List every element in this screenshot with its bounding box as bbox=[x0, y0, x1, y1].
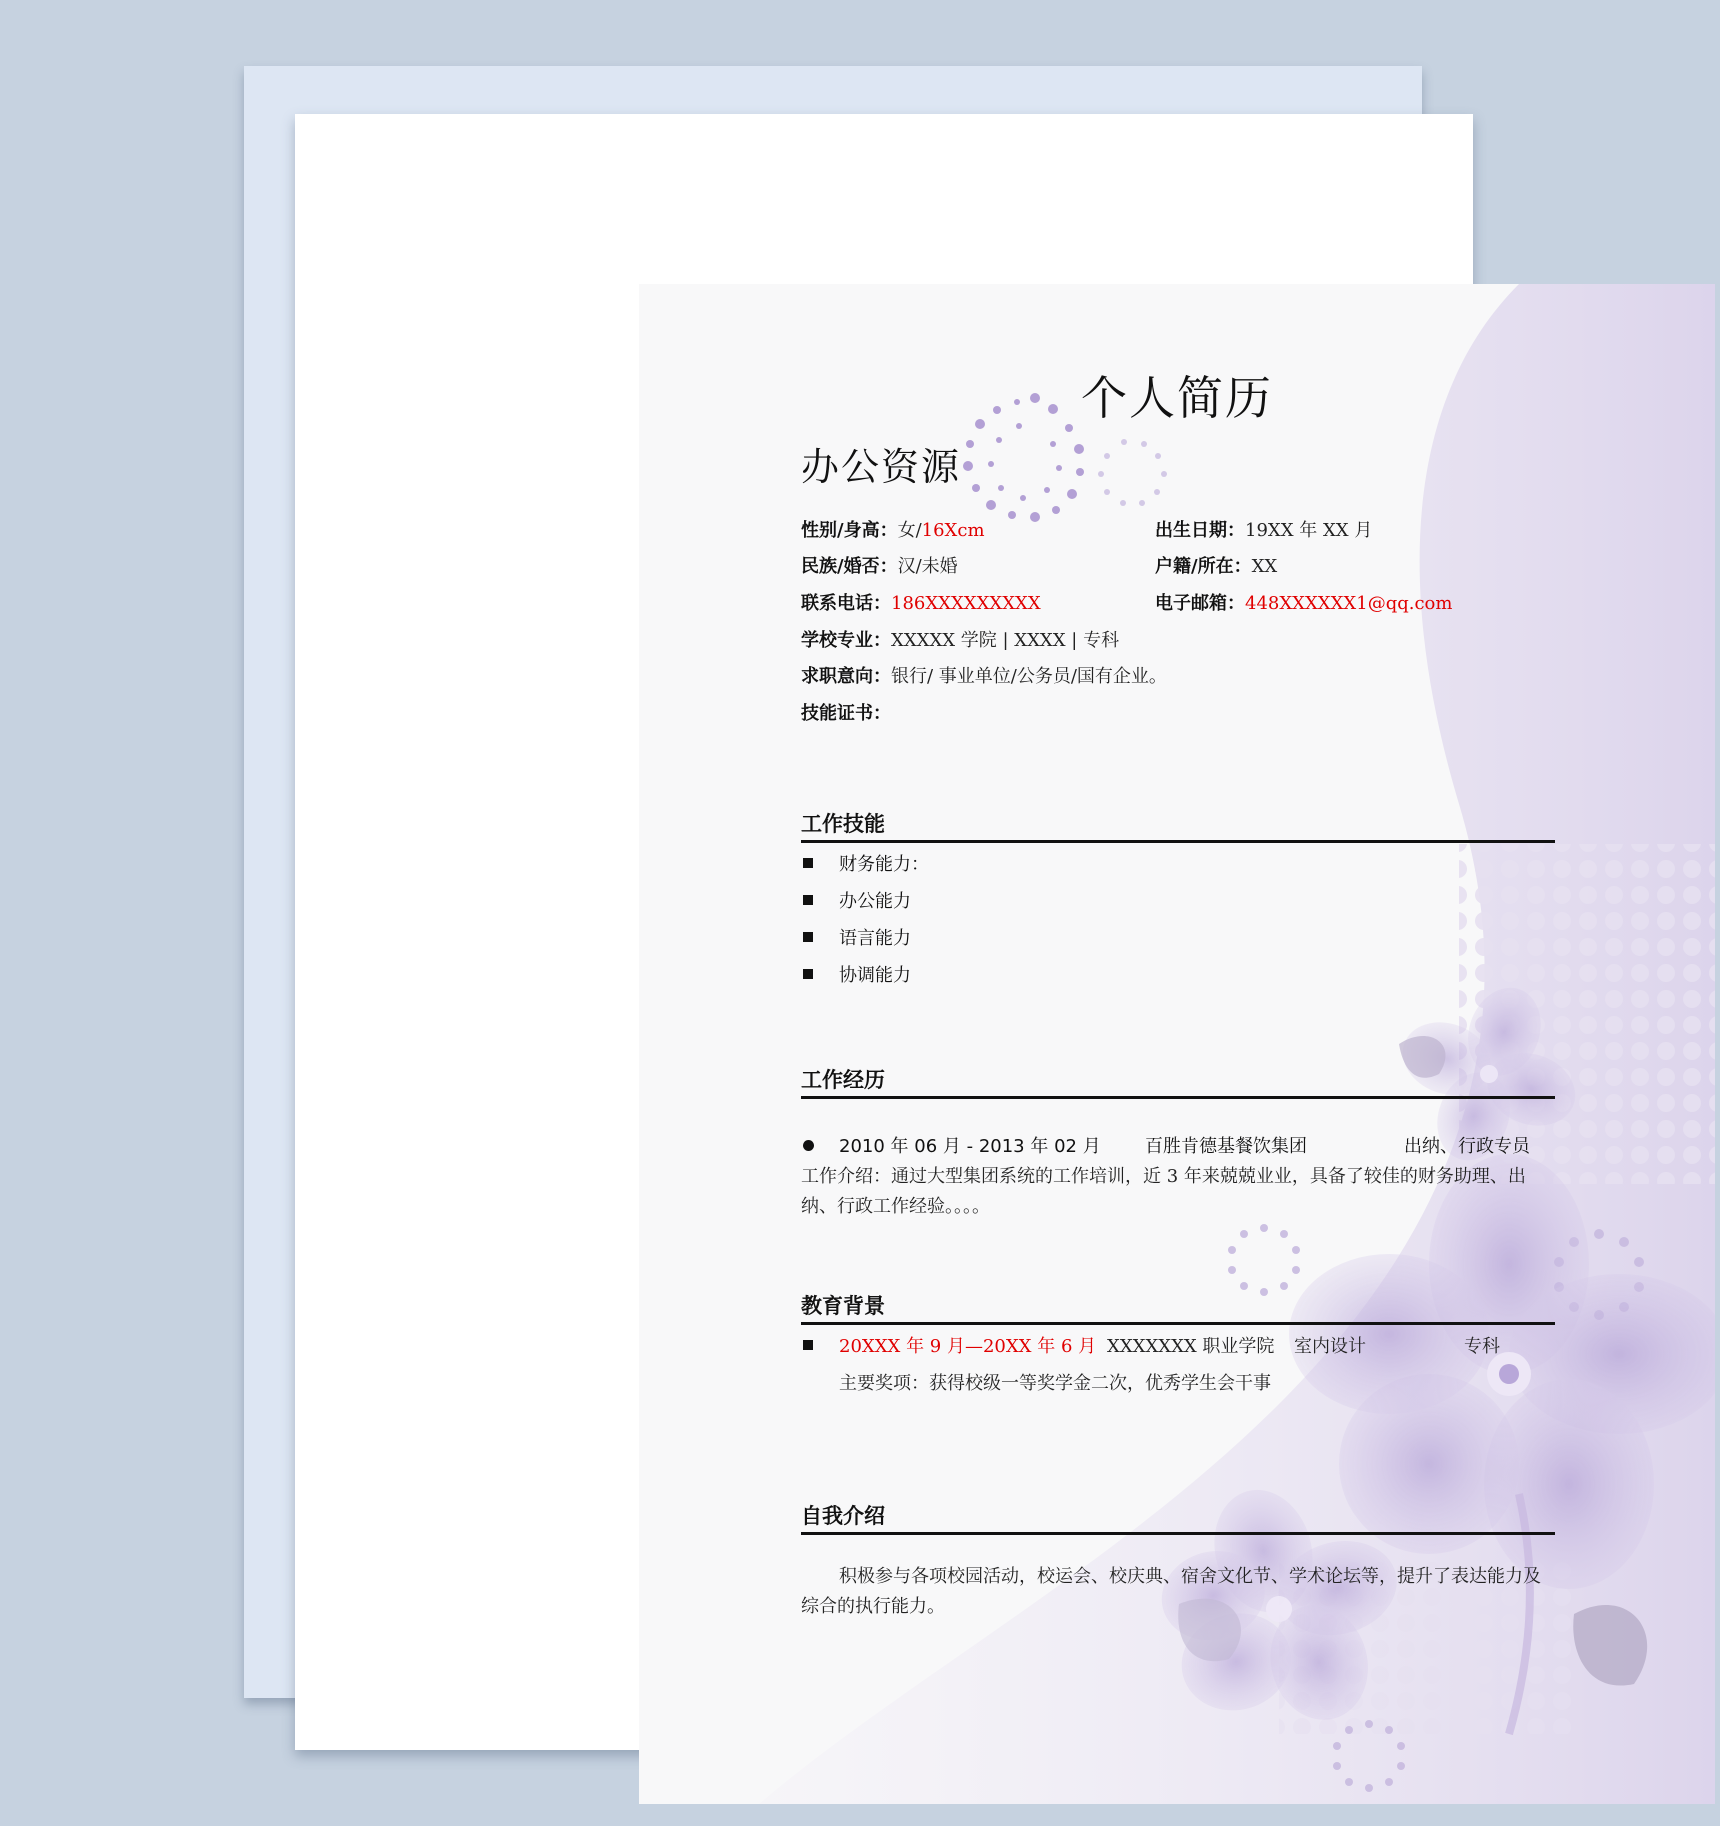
hukou-label: 户籍/所在： bbox=[1155, 556, 1252, 577]
ethnic-label: 民族/婚否： bbox=[801, 556, 898, 577]
phone-label: 联系电话： bbox=[801, 593, 891, 614]
birth-row bbox=[1155, 516, 1372, 542]
education-divider bbox=[801, 1322, 1555, 1325]
resume-content bbox=[639, 284, 1715, 1804]
education-major: 室内设计 bbox=[1294, 1336, 1366, 1357]
ethnic-marital-row bbox=[801, 552, 958, 578]
resume-page bbox=[295, 114, 1541, 1750]
email-value: 448XXXXXX1@qq.com bbox=[1245, 593, 1453, 614]
education-heading: 教育背景 bbox=[801, 1294, 885, 1318]
education-period: 20XXX 年 9 月—20XX 年 6 月 bbox=[839, 1336, 1097, 1357]
intent-label: 求职意向： bbox=[801, 666, 891, 687]
intent-value: 银行/ 事业单位/公务员/国有企业。 bbox=[891, 666, 1167, 687]
cert-label: 技能证书： bbox=[801, 703, 891, 724]
education-awards: 主要奖项：获得校级一等奖学金二次，优秀学生会干事 bbox=[839, 1373, 1271, 1394]
gender-height-row bbox=[801, 516, 985, 542]
skills-divider bbox=[801, 840, 1555, 843]
education-degree: 专科 bbox=[1464, 1336, 1500, 1357]
self-intro-divider bbox=[801, 1532, 1555, 1535]
skill-item: 协调能力 bbox=[839, 965, 911, 986]
education-school: XXXXXXX 职业学院 bbox=[1107, 1336, 1275, 1357]
education-bullet-icon bbox=[803, 1340, 813, 1350]
experience-period: 2010 年 06 月 - 2013 年 02 月 bbox=[839, 1136, 1101, 1157]
self-intro-text: 积极参与各项校园活动，校运会、校庆典、宿舍文化节、学术论坛等，提升了表达能力及综合的执行能力。 bbox=[801, 1566, 1541, 1617]
applicant-name: 办公资源 bbox=[801, 445, 962, 489]
hukou-row bbox=[1155, 552, 1277, 578]
experience-heading: 工作经历 bbox=[801, 1068, 885, 1092]
page-title: 个人简历 bbox=[1081, 371, 1273, 425]
height-value: 16Xcm bbox=[921, 520, 985, 541]
birth-label: 出生日期： bbox=[1155, 520, 1245, 541]
skill-bullet-icon bbox=[803, 932, 813, 942]
school-row bbox=[801, 626, 1119, 652]
email-row bbox=[1155, 589, 1452, 615]
skill-item: 语言能力 bbox=[839, 928, 911, 949]
skill-item: 办公能力 bbox=[839, 891, 911, 912]
skill-item: 财务能力： bbox=[839, 854, 929, 875]
intent-row bbox=[801, 662, 1167, 688]
skill-bullet-icon bbox=[803, 858, 813, 868]
experience-bullet-icon bbox=[803, 1140, 814, 1151]
phone-row bbox=[801, 589, 1041, 615]
school-value: XXXXX 学院 | XXXX | 专科 bbox=[891, 630, 1120, 651]
hukou-value: XX bbox=[1251, 556, 1278, 577]
email-label: 电子邮箱： bbox=[1155, 593, 1245, 614]
skill-bullet-icon bbox=[803, 895, 813, 905]
self-intro-heading: 自我介绍 bbox=[801, 1504, 885, 1528]
skills-heading: 工作技能 bbox=[801, 812, 885, 836]
cert-row bbox=[801, 699, 891, 725]
ethnic-value: 汉/未婚 bbox=[897, 556, 958, 577]
experience-position: 出纳、行政专员 bbox=[1404, 1136, 1530, 1157]
phone-value: 186XXXXXXXXX bbox=[891, 593, 1041, 614]
birth-value: 19XX 年 XX 月 bbox=[1245, 520, 1373, 541]
school-label: 学校专业： bbox=[801, 630, 891, 651]
skill-bullet-icon bbox=[803, 969, 813, 979]
gender-value: 女/ bbox=[897, 520, 922, 541]
gender-label: 性别/身高： bbox=[801, 520, 898, 541]
experience-divider bbox=[801, 1096, 1555, 1099]
experience-description: 工作介绍：通过大型集团系统的工作培训，近 3 年来兢兢业业，具备了较佳的财务助理、出纳、行政工作经验。。。。 bbox=[801, 1166, 1526, 1217]
experience-company: 百胜肯德基餐饮集团 bbox=[1145, 1136, 1307, 1157]
